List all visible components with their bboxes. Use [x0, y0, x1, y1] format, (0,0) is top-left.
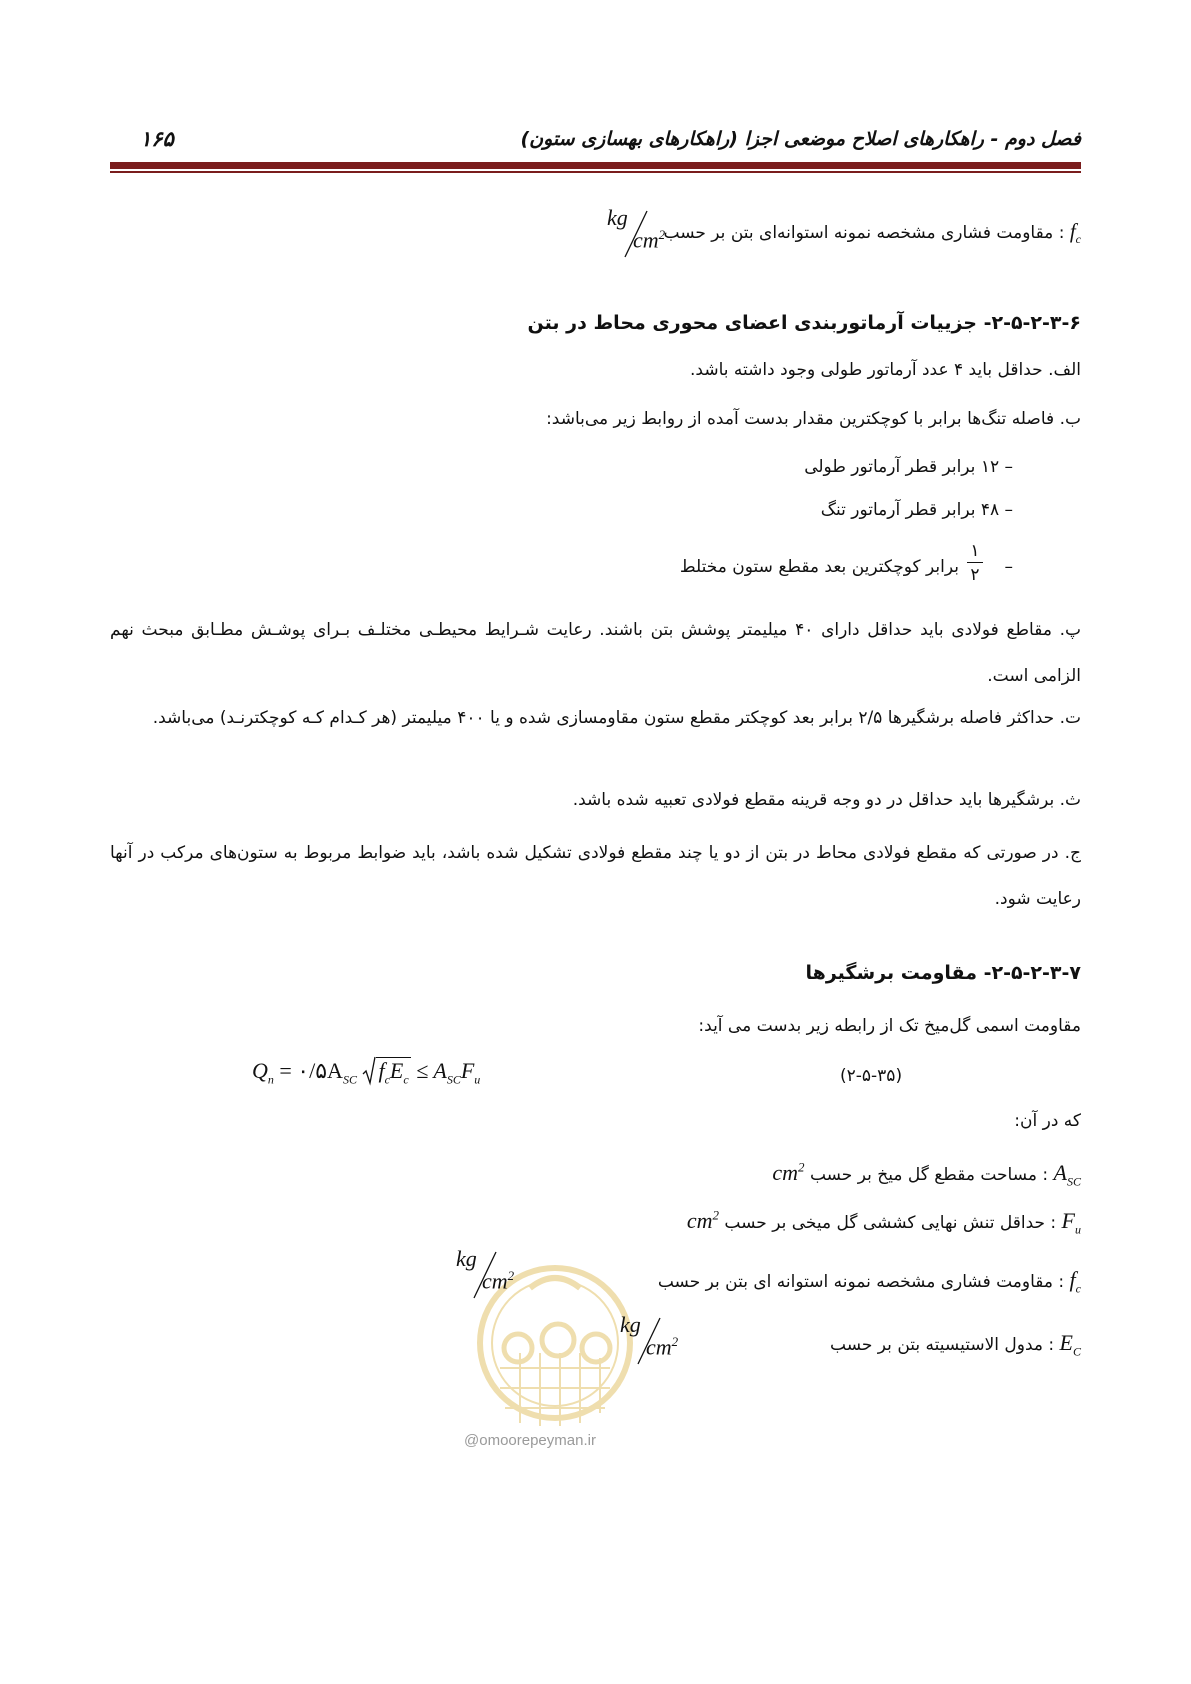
definition-text: : مقاومت فشاری مشخصه نمونه استوانه‌ای بتن بر حسب — [663, 223, 1065, 243]
list-item-b: ب. فاصله تنگ‌ها برابر با کوچکترین مقدار بدست آمده از روابط زیر می‌باشد: — [546, 409, 1081, 429]
where-label: که در آن: — [1014, 1111, 1081, 1131]
unit-kg-per-cm2: kg $cm^2$ — [607, 205, 677, 261]
def-asc: $A_{SC}$ : مساحت مقطع گل میخ بر حسب $cm^2$ — [772, 1159, 1081, 1189]
list-item-j: ج. در صورتی که مقطع فولادی محاط در بتن از دو یا چند مقطع فولادی تشکیل شده باشد، باید ضوابط مربوط به ستون‌های مرکب در آنها رعایت شود. — [110, 843, 1081, 909]
def-fu: $F_u$ : حداقل تنش نهایی کششی گل میخی بر حسب $cm^2$ — [686, 1207, 1081, 1237]
watermark-site: @omoorepeyman.ir — [464, 1432, 596, 1449]
equation-number: (۲-۵-۳۵) — [840, 1066, 903, 1086]
dash-item-2: – ۴۸ برابر قطر آرماتور تنگ — [820, 500, 1013, 520]
dash-item-3: – ۱ ۲ برابر کوچکترین بعد مقطع ستون مختلط — [679, 541, 1013, 585]
fraction-one-half: ۱ ۲ — [967, 540, 983, 587]
list-item-a: الف. حداقل باید ۴ عدد آرماتور طولی وجود داشته باشد. — [690, 360, 1081, 380]
section-7-intro: مقاومت اسمی گل‌میخ تک از رابطه زیر بدست می آید: — [698, 1016, 1081, 1036]
section-6-heading: ۲-۵-۲-۳-۶- جزییات آرماتوربندی اعضای محوری محاط در بتن — [527, 312, 1081, 334]
symbol-fc: $f_c$ — [1069, 219, 1081, 247]
header-rule-thin — [110, 171, 1081, 173]
list-item-t: ت. حداکثر فاصله برشگیرها ۲/۵ برابر بعد کوچکتر مقطع ستون مقاومسازی شده و یا ۴۰۰ میلیمتر (هر کـدام کـه کوچکترنـد) می‌باشد. — [152, 708, 1081, 728]
list-item-th: ث. برشگیرها باید حداقل در دو وجه قرینه مقطع فولادی تعبیه شده باشد. — [572, 790, 1081, 810]
page-number: ۱۶۵ — [140, 127, 174, 151]
section-7-heading: ۲-۵-۲-۳-۷- مقاومت برشگیرها — [805, 962, 1081, 984]
top-definition — [601, 205, 1081, 265]
sqrt-term: $f_cE_c$ — [362, 1058, 410, 1087]
equation: $Q_n$ = $۰/۵A_{SC}$ $f_cE_c \le A_{SC}F_u$ — [252, 1058, 481, 1087]
def-fc: $f_c$ : مقاومت فشاری مشخصه نمونه استوانه ای بتن بر حسب — [657, 1267, 1081, 1296]
def-ec: $E_C$ : مدول الاستیسیته بتن بر حسب — [830, 1330, 1081, 1359]
header-rule — [110, 162, 1081, 169]
list-item-p: پ. مقاطع فولادی باید حداقل دارای ۴۰ میلیمتر پوشش بتن باشند. رعایت شـرایط محیطـی مختلـف بـرای پوشـش مطـابق مبحث نهم الزامی است. — [110, 620, 1081, 686]
dash-item-1: – ۱۲ برابر قطر آرماتور طولی — [804, 457, 1013, 477]
unit-kg-per-cm2-fc: kg $cm^2$ — [456, 1246, 526, 1302]
chapter-title: فصل دوم - راهکارهای اصلاح موضعی اجزا (راهکارهای بهسازی ستون) — [520, 128, 1081, 150]
unit-kg-per-cm2-ec: kg $cm^2$ — [620, 1312, 690, 1368]
